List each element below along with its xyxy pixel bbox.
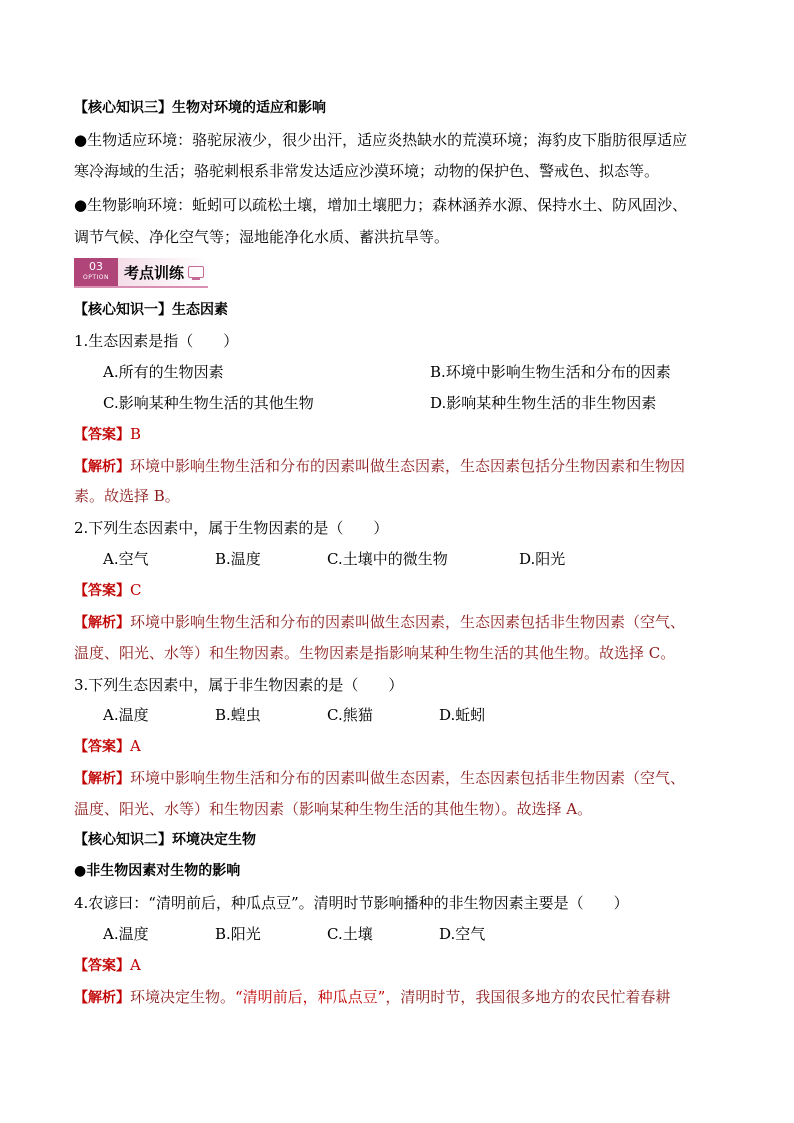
answer-tag: 【答案】 [74, 958, 130, 974]
q1-explanation-line2: 素。故选择 B。 [74, 487, 180, 505]
q3-answer [74, 736, 734, 757]
banner-number-tag [74, 258, 118, 286]
explanation-quote: “清明前后，种瓜点豆” [235, 988, 386, 1006]
section-heading-core1: 【核心知识一】生态因素 [74, 302, 228, 318]
explanation-tag: 【解析】 [74, 459, 130, 475]
monitor-icon [188, 266, 204, 278]
banner-title: 考点训练 [124, 264, 185, 282]
banner-number: 03 [89, 260, 103, 273]
q4-explanation-line1 [74, 987, 734, 1008]
explanation-tag: 【解析】 [74, 771, 130, 787]
q4-stem: 4.农谚曰：“清明前后，种瓜点豆”。清明时节影响播种的非生物因素主要是（ ） [74, 894, 629, 912]
answer-tag: 【答案】 [74, 583, 130, 599]
q2-option-a: A.空气 [103, 550, 149, 568]
explanation-tag: 【解析】 [74, 615, 130, 631]
q2-option-b: B.温度 [215, 550, 261, 568]
answer-value: C [130, 581, 142, 599]
affect-text-line1: ●生物影响环境：蚯蚓可以疏松土壤，增加土壤肥力；森林涵养水源、保持水土、防风固沙、 [74, 196, 688, 214]
q3-option-b: B.蝗虫 [215, 706, 261, 724]
explanation-text: 环境决定生物。 [130, 988, 236, 1006]
q1-option-b: B.环境中影响生物生活和分布的因素 [430, 363, 671, 381]
q2-option-d: D.阳光 [519, 550, 566, 568]
q3-explanation-line2: 温度、阳光、水等）和生物因素（影响某种生物生活的其他生物）。故选择 A。 [74, 800, 593, 818]
banner-title-box [118, 258, 208, 286]
affect-text-line2: 调节气候、净化空气等；湿地能净化水质、蓄洪抗旱等。 [74, 228, 450, 246]
q2-stem: 2.下列生态因素中，属于生物因素的是（ ） [74, 519, 389, 537]
q4-answer [74, 955, 734, 976]
explanation-text: 环境中影响生物生活和分布的因素叫做生态因素，生态因素包括分生物因素和生物因 [130, 457, 686, 475]
adapt-text-line1: ●生物适应环境：骆驼尿液少，很少出汗，适应炎热缺水的荒漠环境；海豹皮下脂肪很厚适应 [74, 131, 688, 149]
explanation-text-cont: ，清明时节，我国很多地方的农民忙着春耕 [385, 988, 671, 1006]
section-heading-core3: 【核心知识三】生物对环境的适应和影响 [74, 100, 326, 116]
q2-explanation-line1 [74, 612, 734, 633]
q1-answer [74, 424, 734, 445]
banner-underline [74, 286, 208, 288]
answer-tag: 【答案】 [74, 739, 130, 755]
subheading-abiotic: ●非生物因素对生物的影响 [74, 863, 241, 879]
q2-answer [74, 580, 734, 601]
answer-value: B [130, 425, 142, 443]
q3-option-c: C.熊猫 [327, 706, 373, 724]
adapt-text-line2: 寒冷海域的生活；骆驼刺根系非常发达适应沙漠环境；动物的保护色、警戒色、拟态等。 [74, 162, 660, 180]
q2-option-c: C.土壤中的微生物 [327, 550, 448, 568]
q3-option-d: D.蚯蚓 [439, 706, 486, 724]
section-heading-core2: 【核心知识二】环境决定生物 [74, 832, 256, 848]
q4-option-d: D.空气 [439, 925, 486, 943]
q3-explanation-line1 [74, 768, 734, 789]
q4-option-a: A.温度 [103, 925, 149, 943]
q3-stem: 3.下列生态因素中，属于非生物因素的是（ ） [74, 676, 404, 694]
q3-option-a: A.温度 [103, 706, 149, 724]
q1-option-c: C.影响某种生物生活的其他生物 [103, 394, 314, 412]
banner-sub: OPTION [83, 274, 109, 281]
q4-option-b: B.阳光 [215, 925, 261, 943]
q1-stem: 1.生态因素是指（ ） [74, 332, 239, 350]
q1-option-d: D.影响某种生物生活的非生物因素 [430, 394, 657, 412]
answer-tag: 【答案】 [74, 427, 130, 443]
answer-value: A [130, 737, 141, 755]
answer-value: A [130, 956, 141, 974]
explanation-tag: 【解析】 [74, 990, 130, 1006]
explanation-text: 环境中影响生物生活和分布的因素叫做生态因素，生态因素包括非生物因素（空气、 [130, 613, 686, 631]
q1-option-a: A.所有的生物因素 [103, 363, 224, 381]
q2-explanation-line2: 温度、阳光、水等）和生物因素。生物因素是指影响某种生物生活的其他生物。故选择 C。 [74, 644, 676, 662]
explanation-text: 环境中影响生物生活和分布的因素叫做生态因素，生态因素包括非生物因素（空气、 [130, 769, 686, 787]
q1-explanation-line1 [74, 456, 734, 477]
exam-practice-banner [74, 258, 208, 288]
q4-option-c: C.土壤 [327, 925, 373, 943]
